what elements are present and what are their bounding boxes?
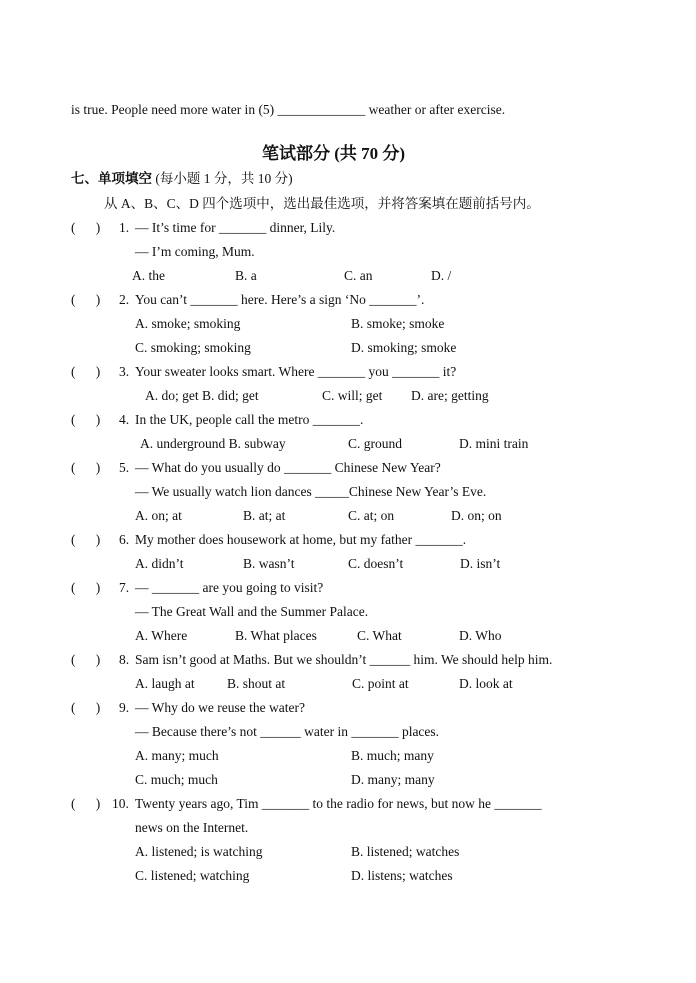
question-line: Twenty years ago, Tim _______ to the radio for news, but now he _______ bbox=[135, 796, 542, 811]
question-number: 4. bbox=[119, 412, 130, 427]
answer-bracket[interactable]: ( ) bbox=[71, 652, 101, 667]
answer-bracket[interactable]: ( ) bbox=[71, 700, 101, 715]
option-b: B. at; at bbox=[243, 508, 286, 523]
option-d: D. Who bbox=[459, 628, 502, 643]
option-ab: A. do; get B. did; get bbox=[145, 388, 259, 403]
question-line: — The Great Wall and the Summer Palace. bbox=[135, 604, 369, 619]
option-a: A. many; much bbox=[135, 748, 219, 763]
question-line: Sam isn’t good at Maths. But we shouldn’t ______ him. We should help him. bbox=[135, 652, 553, 667]
question-line: — Why do we reuse the water? bbox=[135, 700, 305, 715]
answer-bracket[interactable]: ( ) bbox=[71, 460, 101, 475]
option-d: D. listens; watches bbox=[351, 868, 453, 883]
option-b: B. What places bbox=[235, 628, 317, 643]
option-b: B. listened; watches bbox=[351, 844, 460, 859]
option-ab: A. underground B. subway bbox=[140, 436, 286, 451]
part-heading-note: (每小题 1 分，共 10 分) bbox=[155, 171, 293, 186]
option-c: C. much; much bbox=[135, 772, 218, 787]
question-line: — _______ are you going to visit? bbox=[135, 580, 324, 595]
question-number: 2. bbox=[119, 292, 130, 307]
part-heading-row bbox=[71, 171, 293, 187]
option-c: C. listened; watching bbox=[135, 868, 250, 883]
answer-bracket[interactable]: ( ) bbox=[71, 220, 101, 235]
option-c: C. What bbox=[357, 628, 402, 643]
option-a: A. Where bbox=[135, 628, 188, 643]
option-d: D. many; many bbox=[351, 772, 435, 787]
question-number: 3. bbox=[119, 364, 130, 379]
question-number: 8. bbox=[119, 652, 130, 667]
option-d: D. / bbox=[431, 268, 452, 283]
option-c: C. at; on bbox=[348, 508, 395, 523]
answer-bracket[interactable]: ( ) bbox=[71, 364, 101, 379]
part-heading: 七、单项填空 bbox=[71, 171, 152, 186]
question-line: In the UK, people call the metro _______. bbox=[135, 412, 364, 427]
answer-bracket[interactable]: ( ) bbox=[71, 532, 101, 547]
question-line: — Because there’s not ______ water in _______ places. bbox=[135, 724, 440, 739]
section-title: 笔试部分 (共 70 分) bbox=[262, 144, 406, 163]
option-c: C. doesn’t bbox=[348, 556, 404, 571]
option-b: B. shout at bbox=[227, 676, 286, 691]
option-c: C. point at bbox=[352, 676, 409, 691]
option-d: D. smoking; smoke bbox=[351, 340, 457, 355]
answer-bracket[interactable]: ( ) bbox=[71, 292, 101, 307]
option-d: D. on; on bbox=[451, 508, 502, 523]
option-b: B. much; many bbox=[351, 748, 434, 763]
question-number: 1. bbox=[119, 220, 130, 235]
question-line: — What do you usually do _______ Chinese New Year? bbox=[135, 460, 441, 475]
option-d: D. mini train bbox=[459, 436, 529, 451]
answer-bracket[interactable]: ( ) bbox=[71, 796, 101, 811]
question-line: You can’t _______ here. Here’s a sign ‘No _______’. bbox=[135, 292, 425, 307]
intro-line: is true. People need more water in (5) _____________ weather or after exercise. bbox=[71, 102, 506, 117]
option-a: A. laugh at bbox=[135, 676, 195, 691]
option-a: A. listened; is watching bbox=[135, 844, 263, 859]
option-c: C. smoking; smoking bbox=[135, 340, 251, 355]
question-line: news on the Internet. bbox=[135, 820, 249, 835]
question-line: — It’s time for _______ dinner, Lily. bbox=[135, 220, 336, 235]
option-a: A. didn’t bbox=[135, 556, 184, 571]
option-c: C. ground bbox=[348, 436, 402, 451]
option-a: A. on; at bbox=[135, 508, 182, 523]
question-number: 7. bbox=[119, 580, 130, 595]
question-number: 5. bbox=[119, 460, 130, 475]
option-b: B. smoke; smoke bbox=[351, 316, 445, 331]
question-number: 10. bbox=[112, 796, 129, 811]
question-number: 6. bbox=[119, 532, 130, 547]
option-d: D. look at bbox=[459, 676, 513, 691]
question-line: My mother does housework at home, but my father _______. bbox=[135, 532, 467, 547]
answer-bracket[interactable]: ( ) bbox=[71, 580, 101, 595]
question-line: Your sweater looks smart. Where _______ you _______ it? bbox=[135, 364, 457, 379]
answer-bracket[interactable]: ( ) bbox=[71, 412, 101, 427]
option-a: A. the bbox=[132, 268, 165, 283]
question-line: — We usually watch lion dances _____Chinese New Year’s Eve. bbox=[135, 484, 487, 499]
instruction: 从 A、B、C、D 四个选项中，选出最佳选项，并将答案填在题前括号内。 bbox=[104, 196, 540, 211]
option-d: D. isn’t bbox=[460, 556, 501, 571]
question-number: 9. bbox=[119, 700, 130, 715]
option-b: B. wasn’t bbox=[243, 556, 295, 571]
option-b: B. a bbox=[235, 268, 257, 283]
option-c: C. an bbox=[344, 268, 373, 283]
option-c: C. will; get bbox=[322, 388, 383, 403]
option-d: D. are; getting bbox=[411, 388, 489, 403]
question-line: — I’m coming, Mum. bbox=[135, 244, 255, 259]
option-a: A. smoke; smoking bbox=[135, 316, 241, 331]
